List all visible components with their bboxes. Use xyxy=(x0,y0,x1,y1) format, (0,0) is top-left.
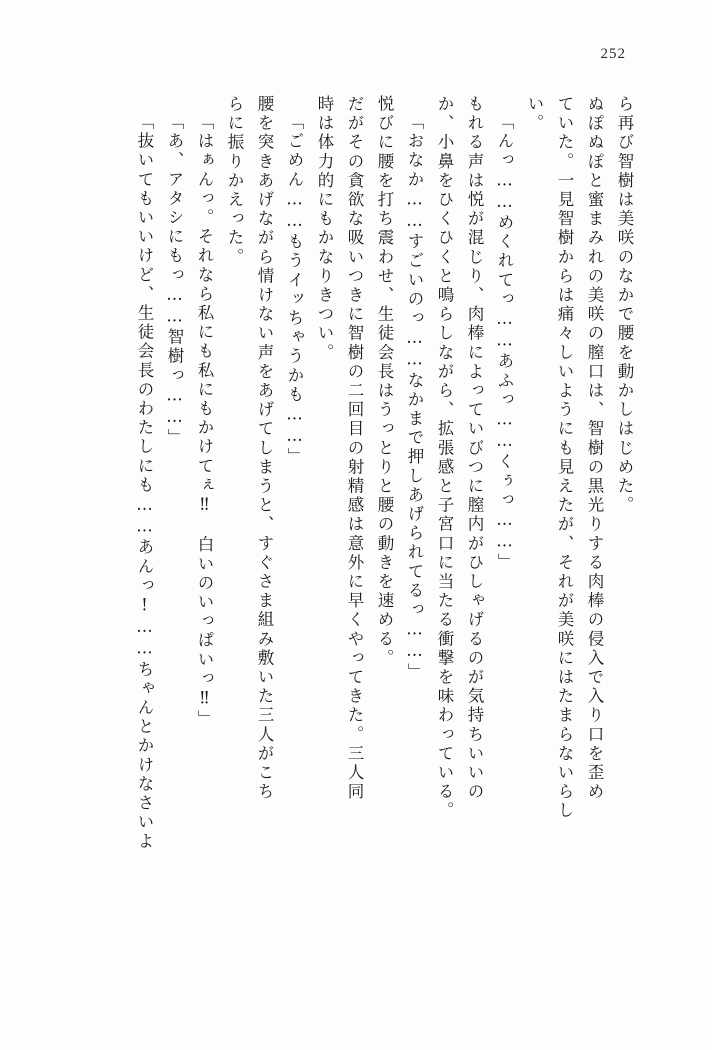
text-line: 「あ、アタシにもっ……智樹っ……」 xyxy=(165,113,184,448)
text-line: ら再び智樹は美咲のなかで腰を動かしはじめた。 xyxy=(615,95,634,516)
text-line: 時は体力的にもかなりきつい。 xyxy=(315,95,334,363)
text-line: 「ごめん……もうイッちゃうかも……」 xyxy=(285,113,304,467)
text-line: ぬぽぬぽと蜜まみれの美咲の膣口は、智樹の黒光りする肉棒の侵入で入り口を歪め xyxy=(585,95,604,802)
text-line: もれる声は悦が混じり、肉棒によっていびつに膣内がひしゃげるのが気持ちいいの xyxy=(465,95,484,802)
text-line: 「んっ……めくれてっ……あふっ……くぅっ……」 xyxy=(495,113,514,573)
text-line: か、小鼻をひくひくと鳴らしながら、拡張感と子宮口に当たる衝撃を味わっている。 xyxy=(435,95,454,821)
text-line: 「おなか……すごいのっ……なかまで押しあげられてるっ……」 xyxy=(405,113,424,682)
text-line: 「抜いてもいいけど、生徒会長のわたしにも……あんっ!……ちゃんとかけなさいよ xyxy=(135,113,154,852)
text-line: ていた。一見智樹からは痛々しいようにも見えたが、それが美咲にはたまらないらし xyxy=(555,95,574,821)
text-line: 腰を突きあげながら情けない声をあげてしまうと、すぐさま組み敷いた三人がこち xyxy=(255,95,274,802)
text-line: い。 xyxy=(525,95,544,134)
text-line: 悦びに腰を打ち震わせ、生徒会長はうっとりと腰の動きを速める。 xyxy=(375,95,394,668)
text-line: だがその貪欲な吸いつきに智樹の二回目の射精感は意外に早くやってきた。三人同 xyxy=(345,95,364,802)
vertical-text-body xyxy=(56,95,632,975)
text-line: 「はぁんっ。それなら私にも私にもかけてぇ‼ 白いのいっぱいっ‼」 xyxy=(195,113,214,730)
text-line: らに振りかえった。 xyxy=(225,95,244,267)
page-number: 252 xyxy=(600,46,626,62)
